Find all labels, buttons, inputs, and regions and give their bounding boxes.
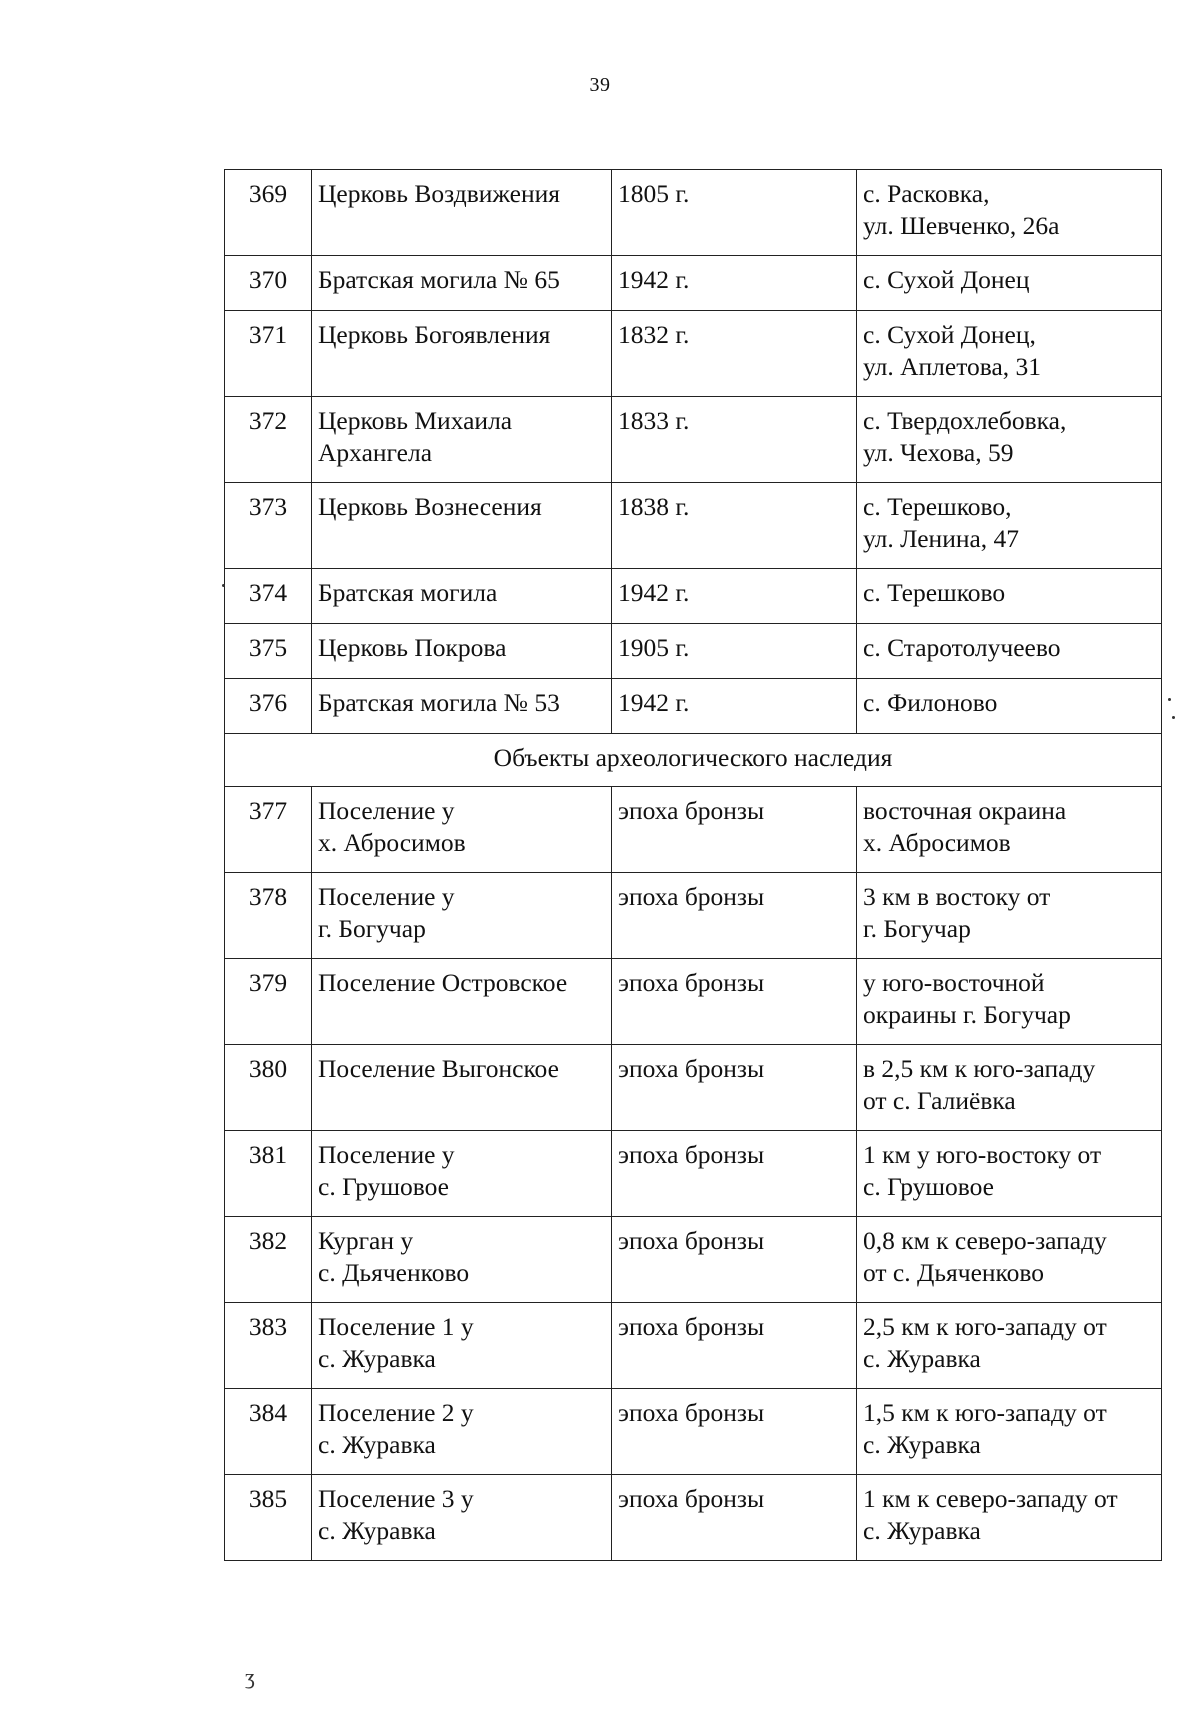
object-name-cell: Поселение у х. Абросимов [312,787,612,873]
location-cell: 1 км у юго-востоку от с. Грушовое [857,1131,1162,1217]
row-number-cell: 381 [225,1131,312,1217]
row-number-cell: 377 [225,787,312,873]
table-row [225,1131,1162,1217]
table-row [225,624,1162,679]
row-number-cell: 370 [225,256,312,311]
object-name-cell: Поселение у с. Грушовое [312,1131,612,1217]
date-cell: 1905 г. [612,624,857,679]
object-name-cell: Церковь Воздвижения [312,170,612,256]
date-cell: 1833 г. [612,397,857,483]
table-row [225,1389,1162,1475]
table-row [225,1217,1162,1303]
section-heading: Объекты археологического наследия [225,734,1162,787]
location-cell: у юго-восточной окраины г. Богучар [857,959,1162,1045]
heritage-registry-table [224,169,1162,1561]
location-cell: с. Твердохлебовка, ул. Чехова, 59 [857,397,1162,483]
table-row [225,256,1162,311]
location-cell: с. Терешково [857,569,1162,624]
date-cell: 1838 г. [612,483,857,569]
date-cell: эпоха бронзы [612,787,857,873]
location-cell: с. Филоново [857,679,1162,734]
row-number-cell: 376 [225,679,312,734]
row-number-cell: 372 [225,397,312,483]
object-name-cell: Церковь Михаила Архангела [312,397,612,483]
section-heading-row [225,734,1162,787]
location-cell: 2,5 км к юго-западу от с. Журавка [857,1303,1162,1389]
location-cell: 1,5 км к юго-западу от с. Журавка [857,1389,1162,1475]
row-number-cell: 385 [225,1475,312,1561]
table-row [225,569,1162,624]
table-row [225,1303,1162,1389]
date-cell: 1942 г. [612,679,857,734]
location-cell: с. Расковка, ул. Шевченко, 26а [857,170,1162,256]
row-number-cell: 384 [225,1389,312,1475]
row-number-cell: 378 [225,873,312,959]
date-cell: эпоха бронзы [612,1131,857,1217]
location-cell: 1 км к северо-западу от с. Журавка [857,1475,1162,1561]
row-number-cell: 371 [225,311,312,397]
row-number-cell: 379 [225,959,312,1045]
date-cell: 1942 г. [612,256,857,311]
object-name-cell: Братская могила [312,569,612,624]
table-row [225,1475,1162,1561]
row-number-cell: 383 [225,1303,312,1389]
page-number: 39 [589,74,611,96]
scan-speck [1172,716,1175,719]
date-cell: эпоха бронзы [612,1389,857,1475]
location-cell: 3 км в востоку от г. Богучар [857,873,1162,959]
row-number-cell: 369 [225,170,312,256]
row-number-cell: 382 [225,1217,312,1303]
object-name-cell: Братская могила № 53 [312,679,612,734]
date-cell: 1832 г. [612,311,857,397]
object-name-cell: Церковь Богоявления [312,311,612,397]
row-number-cell: 375 [225,624,312,679]
location-cell: с. Сухой Донец [857,256,1162,311]
location-cell: с. Старотолучеево [857,624,1162,679]
date-cell: эпоха бронзы [612,1217,857,1303]
table-row [225,679,1162,734]
object-name-cell: Церковь Покрова [312,624,612,679]
date-cell: 1805 г. [612,170,857,256]
date-cell: эпоха бронзы [612,959,857,1045]
table-row [225,397,1162,483]
location-cell: с. Сухой Донец, ул. Аплетова, 31 [857,311,1162,397]
location-cell: 0,8 км к северо-западу от с. Дьяченково [857,1217,1162,1303]
table-row [225,873,1162,959]
table-body-monuments [225,170,1162,734]
row-number-cell: 380 [225,1045,312,1131]
row-number-cell: 373 [225,483,312,569]
object-name-cell: Братская могила № 65 [312,256,612,311]
table-row [225,311,1162,397]
date-cell: эпоха бронзы [612,1303,857,1389]
row-number-cell: 374 [225,569,312,624]
margin-mark: ʒ [245,1664,255,1689]
table-row [225,483,1162,569]
table-row [225,959,1162,1045]
date-cell: 1942 г. [612,569,857,624]
object-name-cell: Поселение 1 у с. Журавка [312,1303,612,1389]
object-name-cell: Поселение 3 у с. Журавка [312,1475,612,1561]
object-name-cell: Поселение у г. Богучар [312,873,612,959]
location-cell: восточная окраина х. Абросимов [857,787,1162,873]
table-row [225,1045,1162,1131]
scan-speck [1168,698,1171,701]
object-name-cell: Поселение Островское [312,959,612,1045]
table-body-archaeology [225,787,1162,1561]
scan-speck [222,584,225,587]
table-row [225,170,1162,256]
location-cell: в 2,5 км к юго-западу от с. Галиёвка [857,1045,1162,1131]
object-name-cell: Церковь Вознесения [312,483,612,569]
object-name-cell: Поселение Выгонское [312,1045,612,1131]
date-cell: эпоха бронзы [612,1045,857,1131]
object-name-cell: Поселение 2 у с. Журавка [312,1389,612,1475]
table-row [225,787,1162,873]
date-cell: эпоха бронзы [612,873,857,959]
object-name-cell: Курган у с. Дьяченково [312,1217,612,1303]
date-cell: эпоха бронзы [612,1475,857,1561]
location-cell: с. Терешково, ул. Ленина, 47 [857,483,1162,569]
